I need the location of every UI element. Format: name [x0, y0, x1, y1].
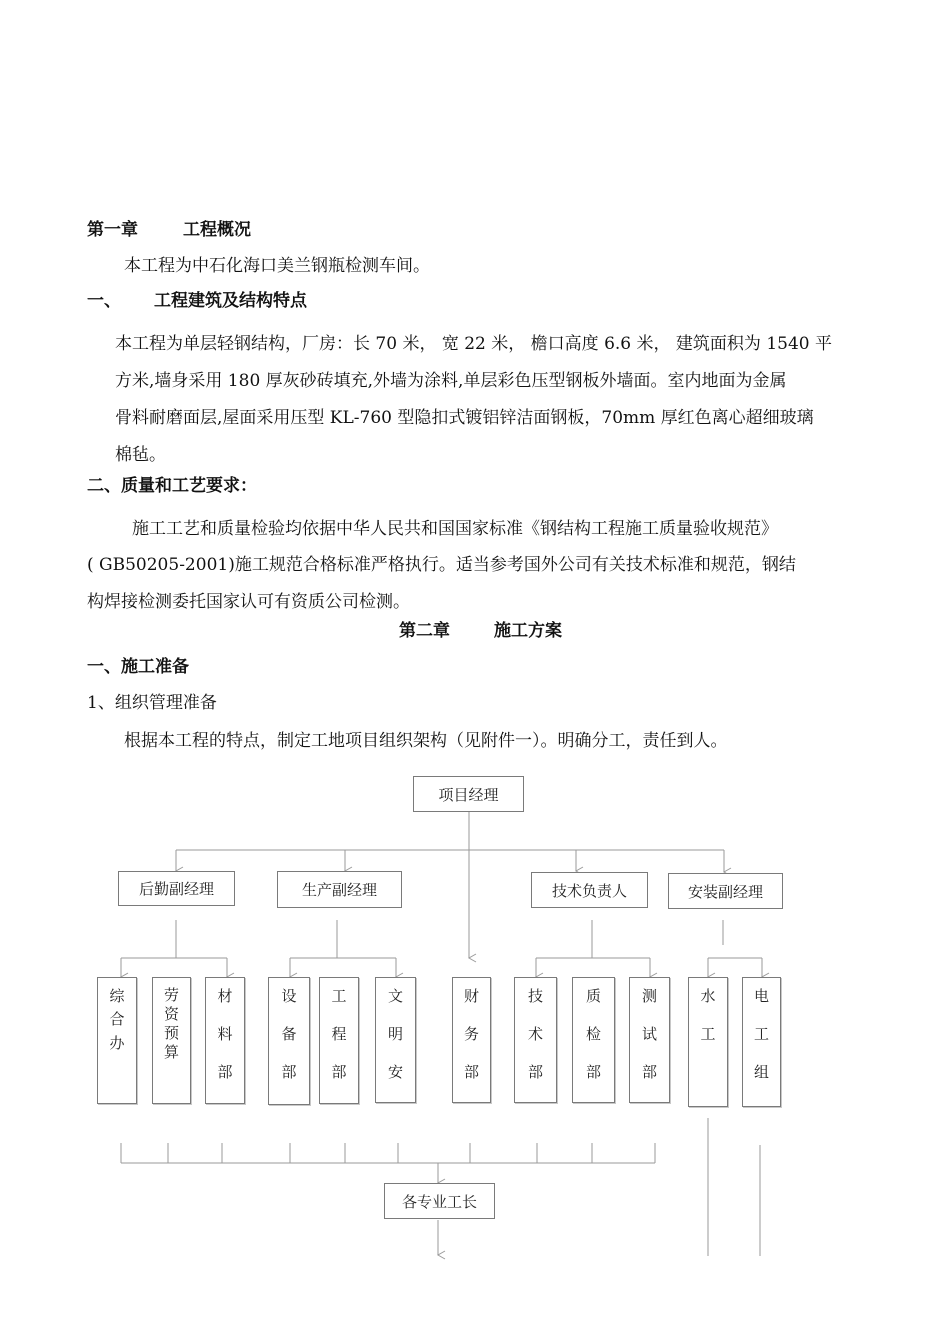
dept-char: 材 — [217, 987, 233, 1005]
intro-text: 本工程为中石化海口美兰钢瓶检测车间。 — [124, 256, 430, 276]
dept-civilized-safety — [375, 977, 416, 1103]
dept-labor-budget — [152, 977, 191, 1104]
dept-char: 综 — [109, 987, 125, 1005]
dept-finance — [452, 977, 491, 1103]
dept-char: 术 — [527, 1025, 543, 1043]
section1-line-1: 本工程为单层轻钢结构，厂房：长 70 米， 宽 22 米， 檐口高度 6.6 米， 建筑面积为 1540 平 — [115, 334, 833, 354]
installation-manager-box: 安装副经理 — [668, 873, 783, 909]
dept-char: 务 — [463, 1025, 479, 1043]
dept-char: 办 — [109, 1034, 125, 1052]
dept-char: 料 — [217, 1025, 233, 1043]
dept-char: 算 — [163, 1043, 179, 1061]
dept-char: 部 — [585, 1063, 601, 1081]
dept-char: 工 — [331, 987, 347, 1005]
dept-char: 质 — [585, 987, 601, 1005]
chapter1-title: 第一章 — [87, 220, 138, 240]
dept-equipment — [268, 977, 310, 1105]
dept-char: 检 — [585, 1025, 601, 1043]
dept-engineering — [319, 977, 359, 1104]
dept-char: 电 — [753, 987, 769, 1005]
section1-line-3: 骨料耐磨面层,屋面采用压型 KL-760 型隐扣式镀铝锌洁面钢板，70mm 厚红色离心超细玻璃 — [115, 408, 814, 428]
section2-line-2: ( GB50205-2001)施工规范合格标准严格执行。适当参考国外公司有关技术标准和规范，钢结 — [87, 555, 796, 575]
logistics-manager-box: 后勤副经理 — [118, 871, 235, 906]
dept-char: 组 — [753, 1063, 769, 1081]
dept-char: 试 — [641, 1025, 657, 1043]
dept-char: 测 — [641, 987, 657, 1005]
dept-char: 技 — [527, 987, 543, 1005]
dept-technical — [514, 977, 557, 1103]
technical-lead-box: 技术负责人 — [531, 872, 648, 908]
production-manager-box: 生产副经理 — [277, 871, 402, 908]
dept-general-office — [97, 977, 137, 1104]
dept-char: 程 — [331, 1025, 347, 1043]
dept-char: 部 — [281, 1063, 297, 1081]
dept-char: 安 — [387, 1063, 403, 1081]
dept-char: 明 — [387, 1025, 403, 1043]
dept-char: 部 — [463, 1063, 479, 1081]
dept-char: 部 — [217, 1063, 233, 1081]
section1-line-4: 棉毡。 — [115, 445, 166, 465]
org-prep-title: 1、组织管理准备 — [87, 693, 217, 713]
dept-char: 文 — [387, 987, 403, 1005]
section2-line-1: 施工工艺和质量检验均依据中华人民共和国国家标准《钢结构工程施工质量验收规范》 — [132, 519, 778, 539]
section2-line-3: 构焊接检测委托国家认可有资质公司检测。 — [87, 592, 410, 612]
dept-materials — [205, 977, 245, 1104]
dept-testing — [629, 977, 670, 1103]
section2-title: 二、质量和工艺要求： — [87, 476, 257, 496]
dept-char: 财 — [463, 987, 479, 1005]
dept-char: 部 — [641, 1063, 657, 1081]
dept-char: 工 — [700, 1025, 716, 1043]
dept-char: 劳 — [163, 986, 179, 1004]
dept-char: 部 — [331, 1063, 347, 1081]
org-text: 根据本工程的特点，制定工地项目组织架构（见附件一）。明确分工，责任到人。 — [124, 731, 728, 751]
section1-title: 工程建筑及结构特点 — [154, 291, 307, 311]
dept-char: 水 — [700, 987, 716, 1005]
dept-char: 部 — [527, 1063, 543, 1081]
chapter2-subtitle: 施工方案 — [494, 621, 562, 641]
foremen-box: 各专业工长 — [384, 1183, 495, 1219]
prep-title: 一、施工准备 — [87, 657, 189, 677]
chapter2-title: 第二章 — [399, 621, 450, 641]
section1-line-2: 方米,墙身采用 180 厚灰砂砖填充,外墙为涂料,单层彩色压型钢板外墙面。室内地面为金属 — [115, 371, 787, 391]
dept-char: 设 — [281, 987, 297, 1005]
dept-char: 备 — [281, 1025, 297, 1043]
project-manager-box: 项目经理 — [413, 776, 524, 812]
dept-plumbing — [688, 977, 728, 1107]
section1-number: 一、 — [87, 291, 121, 311]
dept-char: 预 — [163, 1024, 179, 1042]
dept-electrical — [742, 977, 781, 1107]
chapter1-subtitle: 工程概况 — [183, 220, 251, 240]
dept-char: 合 — [109, 1010, 125, 1028]
dept-char: 资 — [163, 1005, 179, 1023]
dept-char: 工 — [753, 1025, 769, 1043]
dept-quality — [572, 977, 615, 1103]
